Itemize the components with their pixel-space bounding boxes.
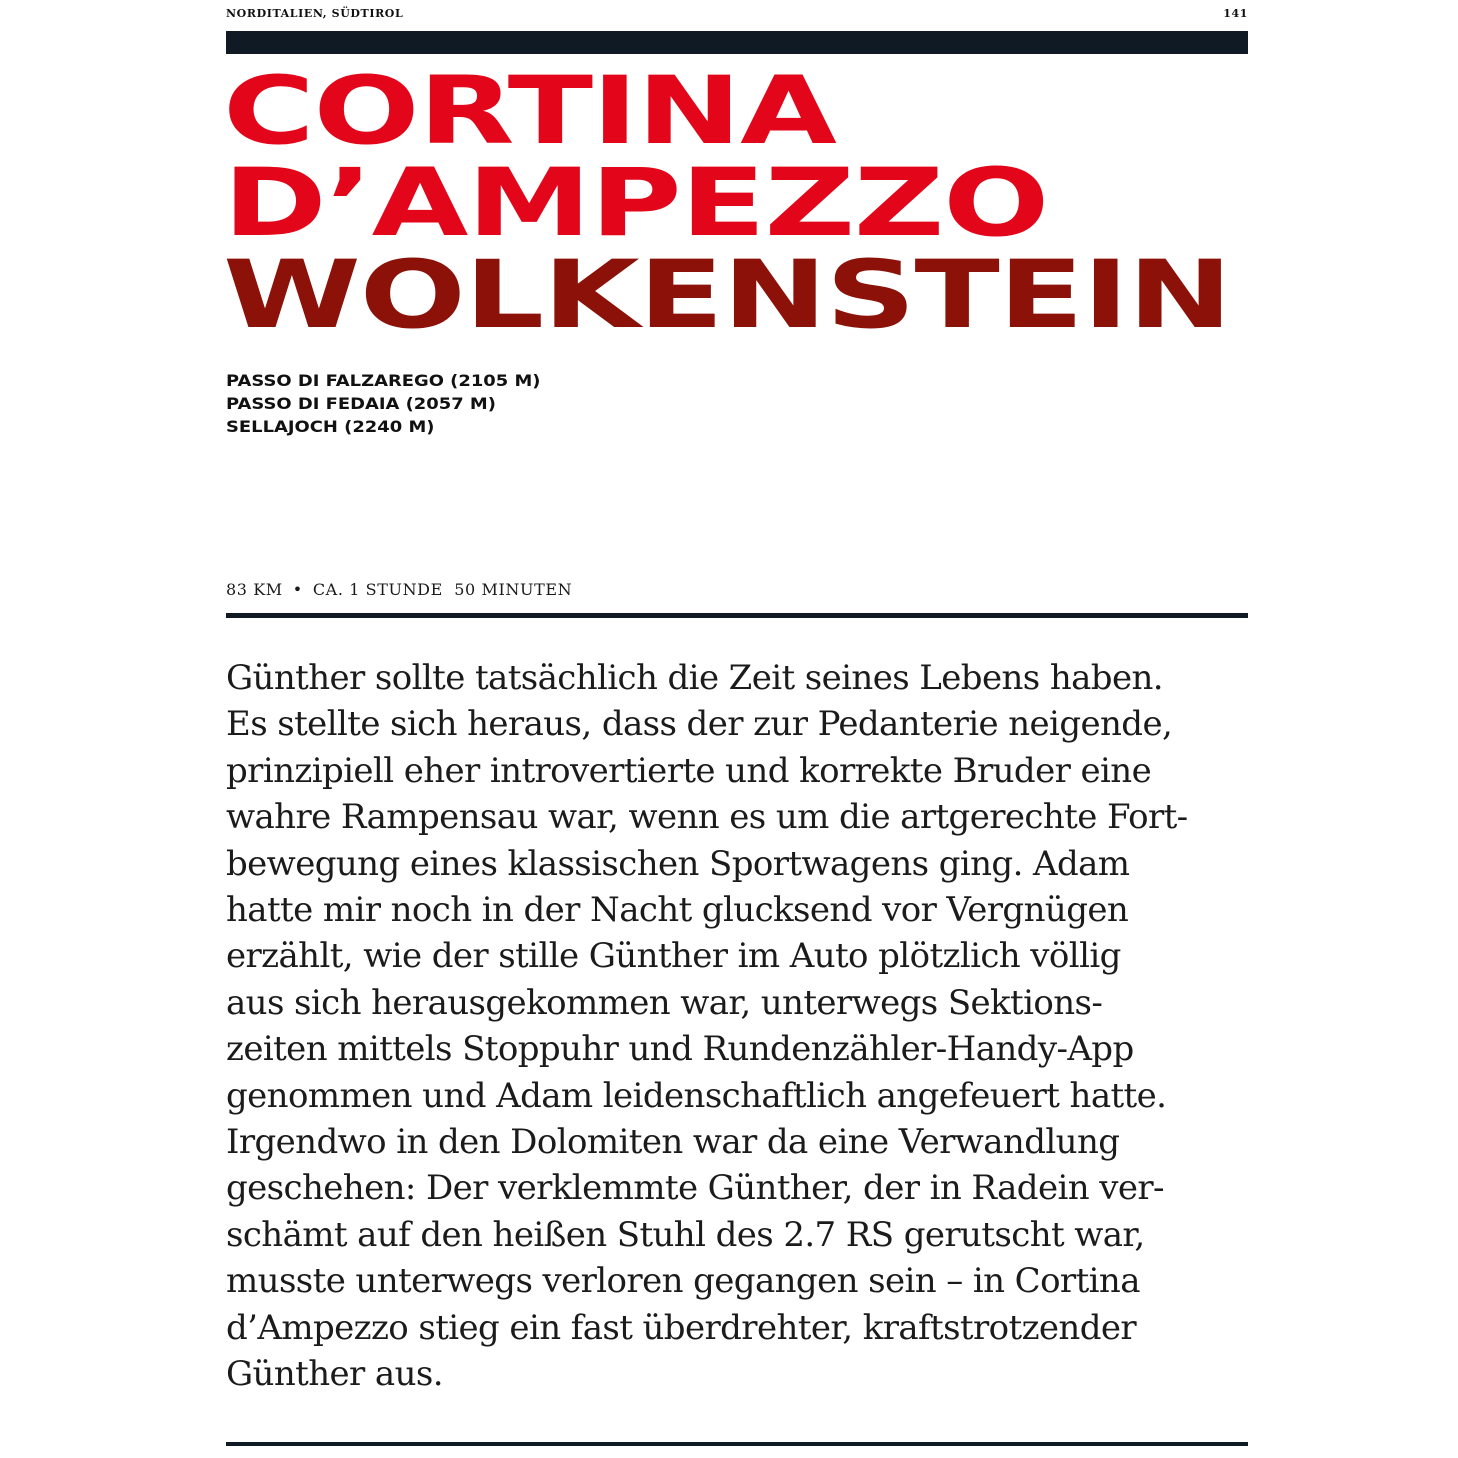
- article-body: [226, 655, 1248, 1398]
- magazine-page: [223, 0, 1248, 1458]
- title-line-start: CORTINA: [223, 57, 836, 166]
- route-title: [223, 57, 1231, 350]
- pass-item: PASSO DI FEDAIA (2057 M): [226, 394, 496, 413]
- body-line: schämt auf den heißen Stuhl des 2.7 RS gerutscht war,: [226, 1214, 1145, 1255]
- route-meta: [226, 580, 572, 599]
- pass-item: PASSO DI FALZAREGO (2105 M): [226, 371, 541, 390]
- body-line: bewegung eines klassischen Sportwagens ging. Adam: [226, 843, 1130, 884]
- top-rule-bar: [226, 31, 1248, 54]
- section-label: NORDITALIEN, SÜDTIROL: [226, 7, 404, 20]
- bottom-rule: [226, 1442, 1248, 1446]
- body-line: zeiten mittels Stoppuhr und Rundenzähler-Handy-App: [226, 1029, 1134, 1070]
- page-number: 141: [1223, 7, 1248, 20]
- body-line: Es stellte sich heraus, dass der zur Pedanterie neigende,: [226, 704, 1173, 745]
- route-duration: CA. 1 STUNDE 50 MINUTEN: [312, 580, 573, 599]
- body-line: genommen und Adam leidenschaftlich angefeuert hatte.: [226, 1075, 1167, 1116]
- middle-rule: [226, 613, 1248, 618]
- body-line: wahre Rampensau war, wenn es um die artgerechte Fort-: [226, 797, 1188, 838]
- running-head: [226, 7, 1248, 21]
- mountain-passes-list: [226, 369, 541, 438]
- pass-item: SELLAJOCH (2240 M): [226, 417, 435, 436]
- title-line-start-continued: D’AMPEZZO: [223, 149, 1049, 258]
- route-distance: 83 KM: [226, 580, 283, 599]
- body-line: Irgendwo in den Dolomiten war da eine Verwandlung: [226, 1122, 1120, 1163]
- body-line: geschehen: Der verklemmte Günther, der in Radein ver-: [226, 1168, 1164, 1209]
- body-line: hatte mir noch in der Nacht glucksend vor Vergnügen: [226, 890, 1129, 931]
- body-line: erzählt, wie der stille Günther im Auto plötzlich völlig: [226, 936, 1121, 977]
- body-line: prinzipiell eher introvertierte und korrekte Bruder eine: [226, 750, 1152, 791]
- body-line: Günther sollte tatsächlich die Zeit seines Lebens haben.: [226, 658, 1163, 698]
- title-line-destination: WOLKENSTEIN: [223, 241, 1231, 350]
- body-line: musste unterwegs verloren gegangen sein – in Cortina: [226, 1261, 1140, 1302]
- meta-separator: •: [292, 580, 303, 599]
- body-line: d’Ampezzo stieg ein fast überdrehter, kraftstrotzender: [226, 1307, 1137, 1348]
- body-line: Günther aus.: [226, 1354, 443, 1395]
- body-line: aus sich herausgekommen war, unterwegs Sektions-: [226, 982, 1103, 1023]
